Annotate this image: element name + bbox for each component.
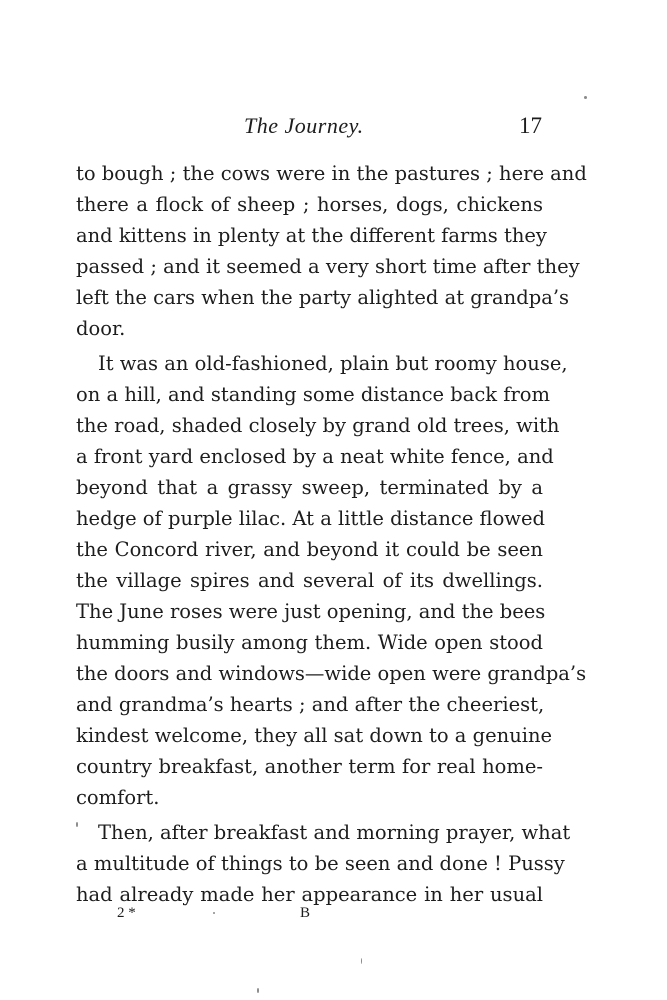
page-footer xyxy=(0,905,667,929)
text-line: humming busily among them. Wide open stood xyxy=(76,631,543,654)
chapter-title: The Journey. xyxy=(244,113,364,138)
text-line: door. xyxy=(76,317,126,340)
paragraph-2 xyxy=(76,350,587,815)
text-line: the road, shaded closely by grand old trees, with xyxy=(76,414,560,437)
paper-speck xyxy=(76,822,78,827)
text-line: the Concord river, and beyond it could be seen xyxy=(76,538,543,561)
text-body xyxy=(76,160,587,912)
text-line: the village spires and several of its dwellings. xyxy=(76,569,543,592)
paragraph-3 xyxy=(76,819,571,912)
text-line: there a flock of sheep ; horses, dogs, chickens xyxy=(76,193,543,216)
paper-speck xyxy=(361,958,362,964)
text-line: had already made her appearance in her usual xyxy=(76,883,543,906)
text-line: to bough ; the cows were in the pastures ; here and xyxy=(76,162,587,185)
text-line: left the cars when the party alighted at grandpa’s xyxy=(76,286,570,309)
text-line: and kittens in plenty at the different farms they xyxy=(76,224,547,247)
text-line: comfort. xyxy=(76,786,160,809)
paper-speck xyxy=(213,912,215,914)
paper-speck xyxy=(257,988,259,993)
running-head xyxy=(0,113,667,143)
text-line: a front yard enclosed by a neat white fence, and xyxy=(76,445,554,468)
paper-speck xyxy=(584,96,587,99)
page-number: 17 xyxy=(519,113,542,138)
text-line: and grandma’s hearts ; and after the cheeriest, xyxy=(76,693,545,716)
text-line: The June roses were just opening, and the bees xyxy=(76,600,546,623)
text-line: passed ; and it seemed a very short time after they xyxy=(76,255,580,278)
text-line: the doors and windows—wide open were grandpa’s xyxy=(76,662,587,685)
gathering-letter: B xyxy=(300,905,311,921)
paragraph-1 xyxy=(76,160,587,346)
text-line: It was an old-fashioned, plain but roomy house, xyxy=(98,352,568,375)
text-line: beyond that a grassy sweep, terminated by a xyxy=(76,476,543,499)
text-line: kindest welcome, they all sat down to a genuine xyxy=(76,724,553,747)
text-line: a multitude of things to be seen and done ! Pussy xyxy=(76,852,565,875)
text-line: hedge of purple lilac. At a little distance flowed xyxy=(76,507,546,530)
text-line: country breakfast, another term for real home- xyxy=(76,755,543,778)
text-line: on a hill, and standing some distance back from xyxy=(76,383,551,406)
text-line: Then, after breakfast and morning prayer, what xyxy=(98,821,571,844)
signature-mark: 2 * xyxy=(117,905,136,921)
